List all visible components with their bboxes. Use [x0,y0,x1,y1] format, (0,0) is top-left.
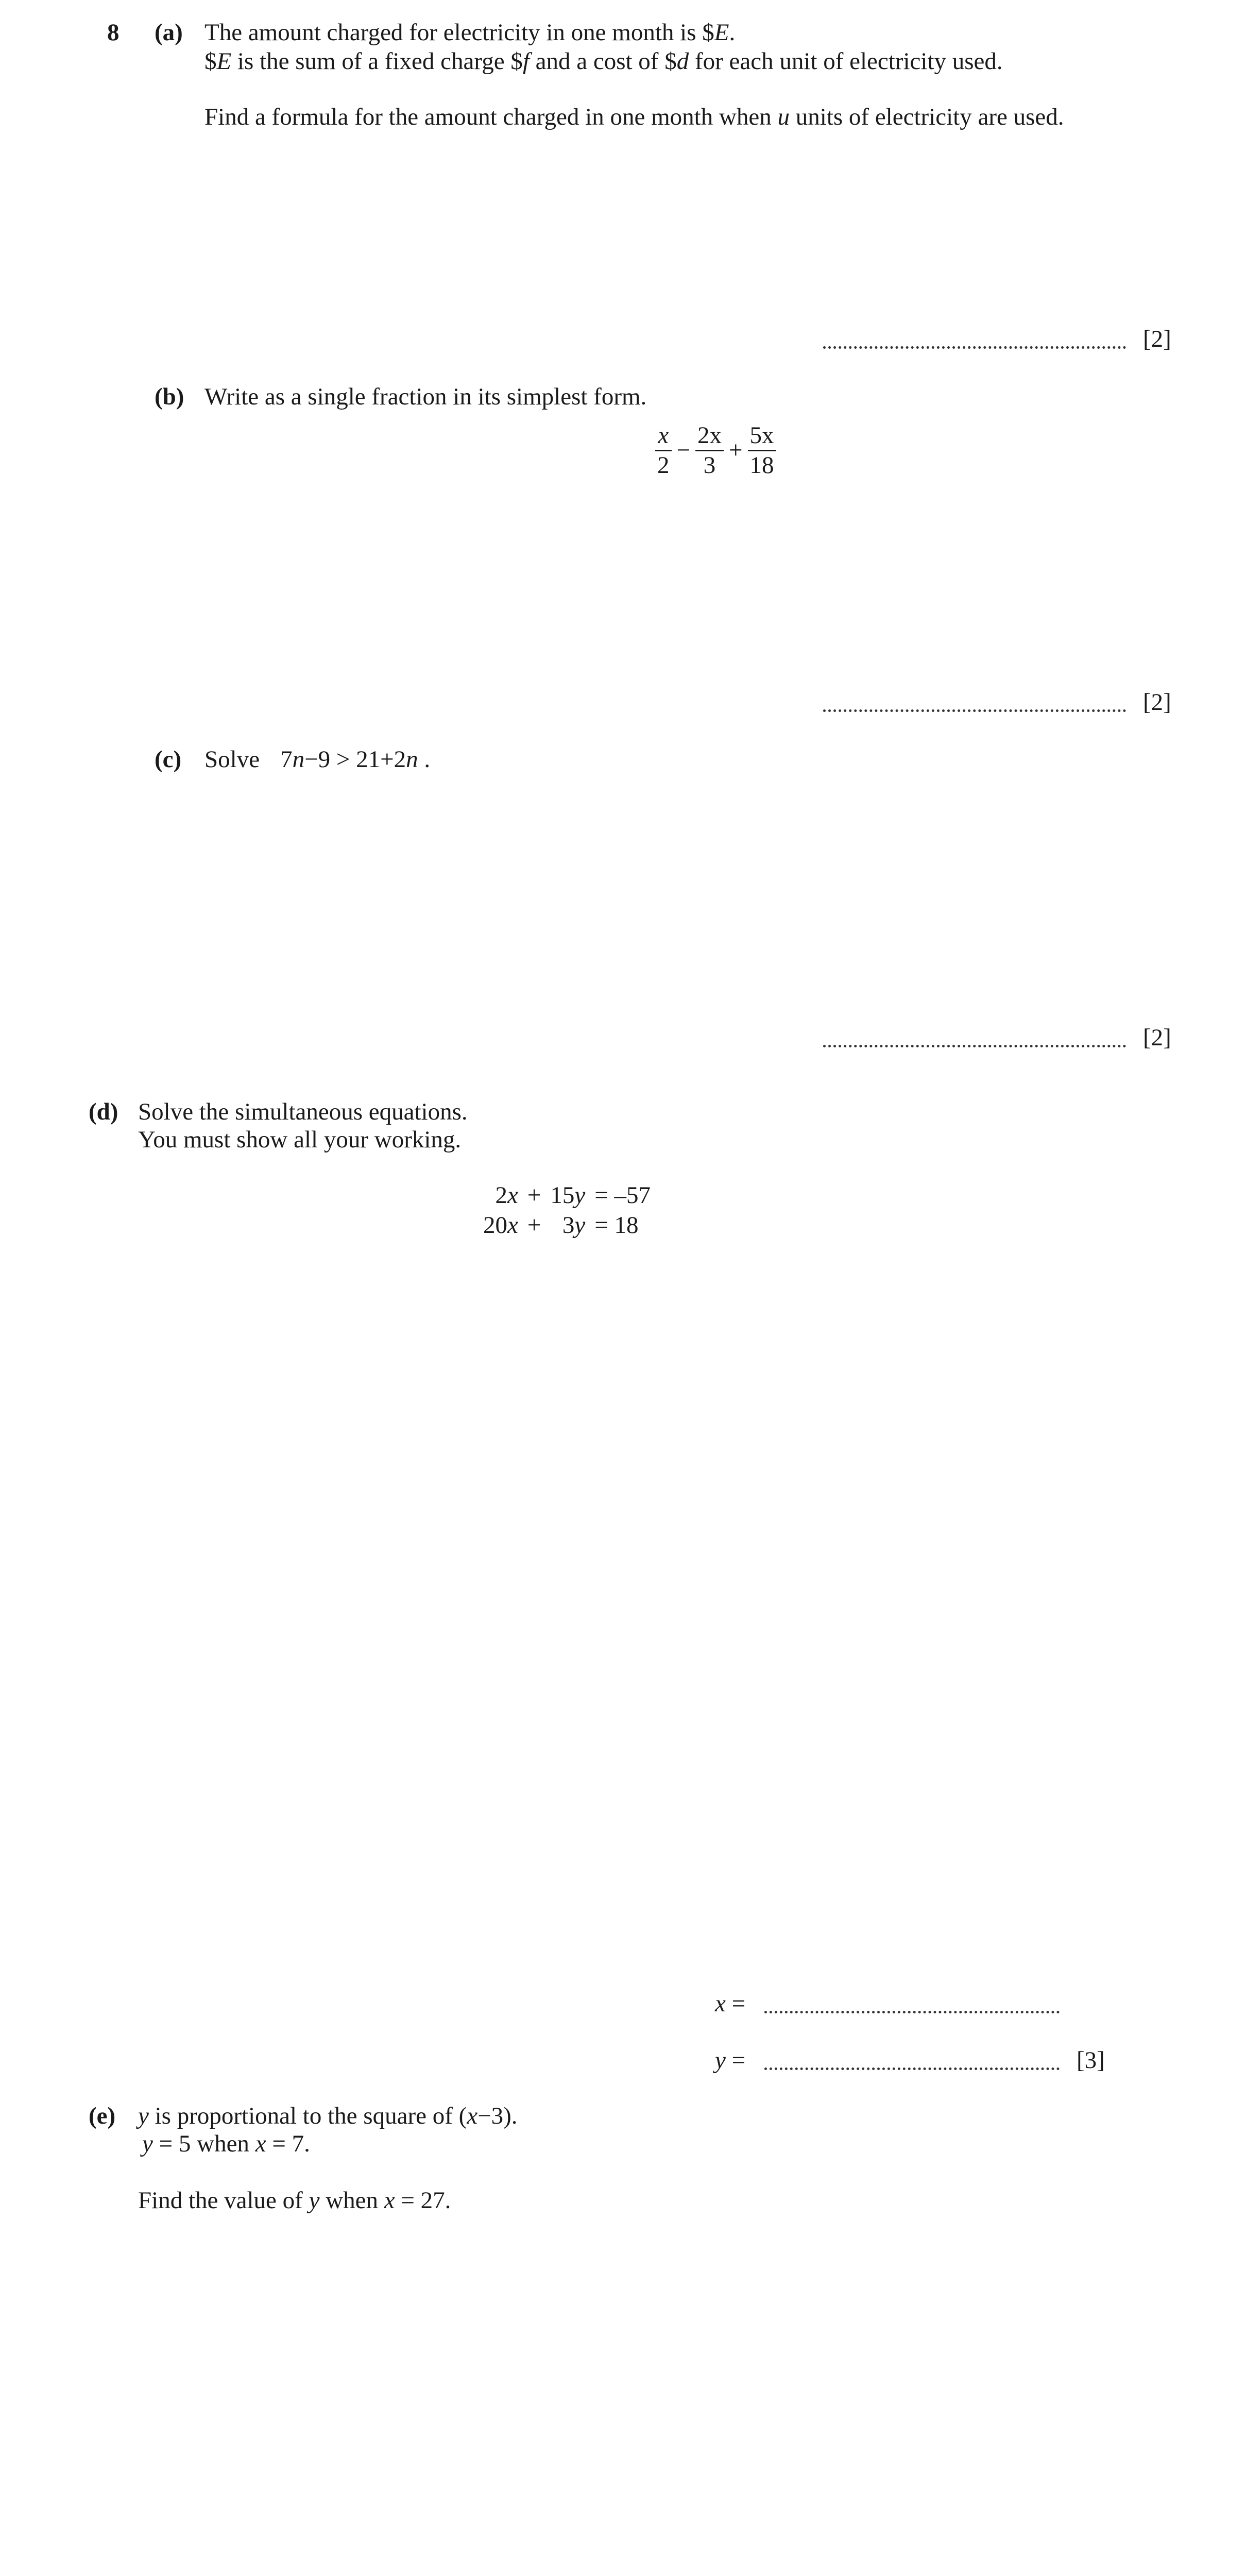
part-e-line1: y is proportional to the square of (x−3). [138,2103,518,2129]
eq1-rhs: = –57 [594,1182,651,1209]
part-a-line2: $E is the sum of a fixed charge $f and a cost of $d for each unit of electricity used. [204,48,1003,75]
part-d-label: (d) [89,1098,118,1125]
part-a-line1: The amount charged for electricity in one month is $E. [204,19,736,46]
part-a-marks: [2] [1143,326,1171,352]
fraction-5x-over-18: $\frac{5x}{18}$ [748,423,776,478]
part-b-expression: $\frac{x}{2}$ − $\frac{2x}{3}$ + $\frac{5x}{18}$ [653,423,778,478]
part-b-instruction: Write as a single fraction in its simplest form. [204,383,647,410]
part-d-y-label: y = [715,2047,746,2074]
part-c-label: (c) [155,746,182,773]
part-d-y-answer-line[interactable] [764,2048,1060,2076]
part-d-x-answer-line[interactable] [764,1992,1060,2020]
fraction-x-over-2: $\frac{x}{2}$ [655,423,672,478]
fraction-2x-over-3: $\frac{2x}{3}$ [695,423,724,478]
part-c-answer-line[interactable] [823,1026,1126,1054]
eq2-rhs: = 18 [594,1212,639,1239]
part-a-answer-line[interactable] [823,327,1126,355]
part-b-marks: [2] [1143,689,1171,716]
question-number: 8 [107,19,120,46]
part-c-marks: [2] [1143,1024,1171,1051]
part-a-instruction: Find a formula for the amount charged in one month when u units of electricity are used. [204,104,1064,130]
part-d-marks: [3] [1077,2047,1105,2074]
part-e-label: (e) [89,2103,116,2129]
eq2-plus: + [527,1212,541,1239]
eq1-plus: + [527,1182,541,1209]
part-e-instruction: Find the value of y when x = 27. [138,2187,451,2214]
part-b-answer-line[interactable] [823,690,1126,718]
part-d-instruction-1: Solve the simultaneous equations. [138,1098,468,1125]
simultaneous-equations [483,1181,651,1239]
part-e-line2: y = 5 when x = 7. [142,2130,310,2157]
eq2-x-term: 20x [483,1212,518,1239]
eq1-y-term: 15y [550,1182,586,1209]
part-d-x-label: x = [715,1990,746,2017]
part-b-label: (b) [155,383,184,410]
eq1-x-term: 2x [495,1182,518,1209]
part-c-question: Solve 7n−9 > 21+2n . [204,746,431,773]
part-a-label: (a) [155,19,183,46]
eq2-y-term: 3y [562,1212,586,1239]
part-d-instruction-2: You must show all your working. [138,1126,462,1153]
